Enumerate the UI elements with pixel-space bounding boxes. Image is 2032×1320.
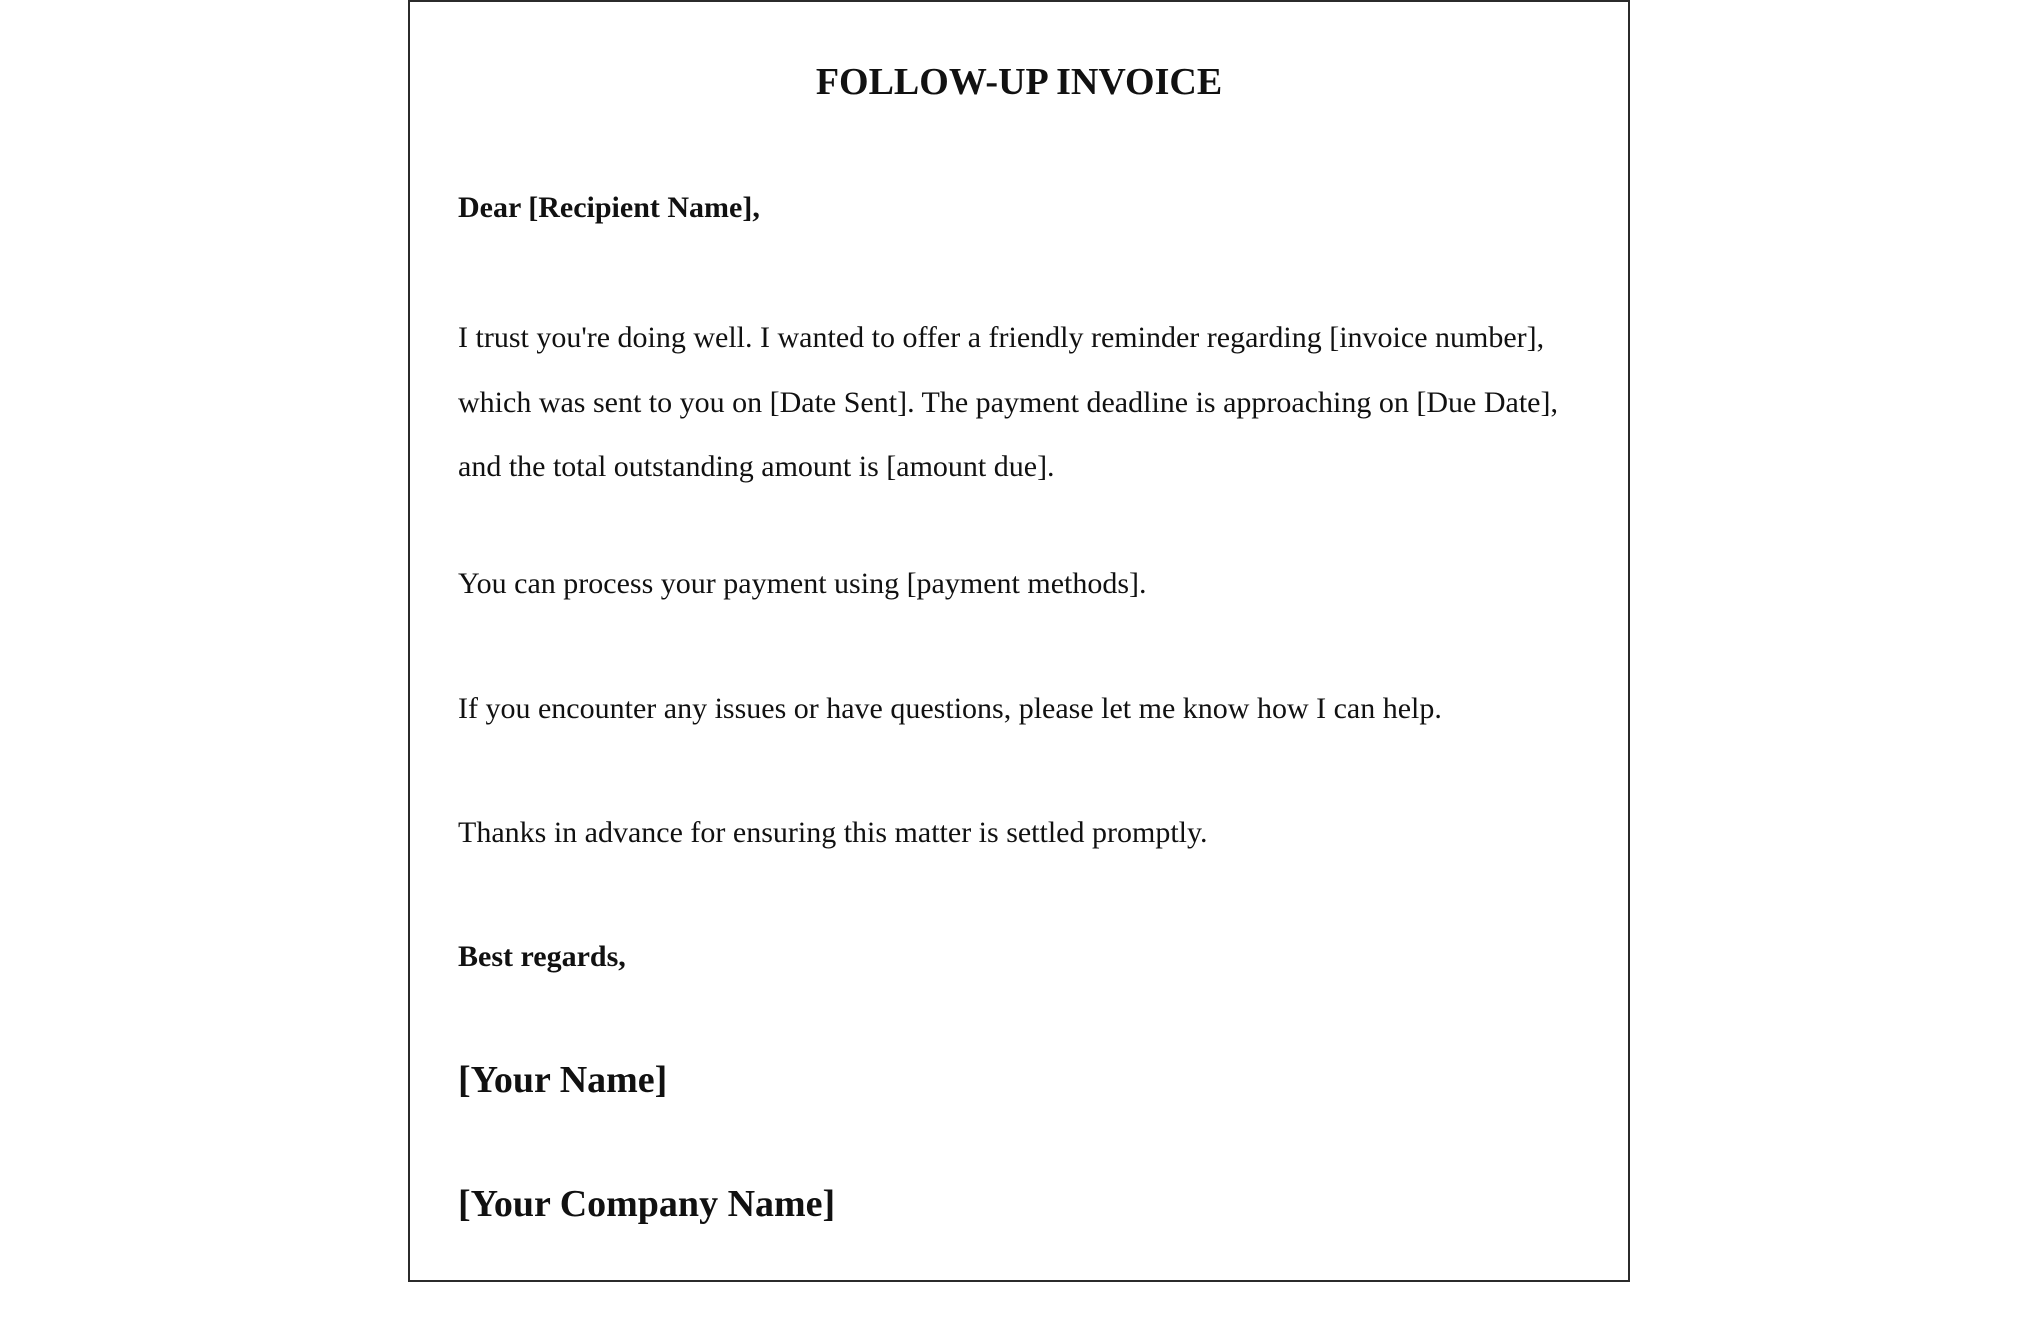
closing: Best regards, [458, 940, 626, 973]
paragraph-help: If you encounter any issues or have questions, please let me know how I can help. [458, 692, 1442, 725]
invoice-letter [408, 0, 1630, 1282]
letter-title: FOLLOW-UP INVOICE [815, 61, 1223, 103]
paragraph-payment-methods: You can process your payment using [payment methods]. [458, 567, 1147, 600]
paragraph-reminder: I trust you're doing well. I wanted to offer a friendly reminder regarding [invoice number], which was sent to you on [Date Sent]. The payment deadline is approaching on [Due Date], and the total outstanding amount is [amount due]. [458, 321, 1558, 483]
salutation: Dear [Recipient Name], [458, 191, 760, 224]
signature-name: [Your Name] [458, 1059, 668, 1101]
signature-company: [Your Company Name] [458, 1183, 836, 1225]
paragraph-thanks: Thanks in advance for ensuring this matter is settled promptly. [458, 816, 1208, 849]
